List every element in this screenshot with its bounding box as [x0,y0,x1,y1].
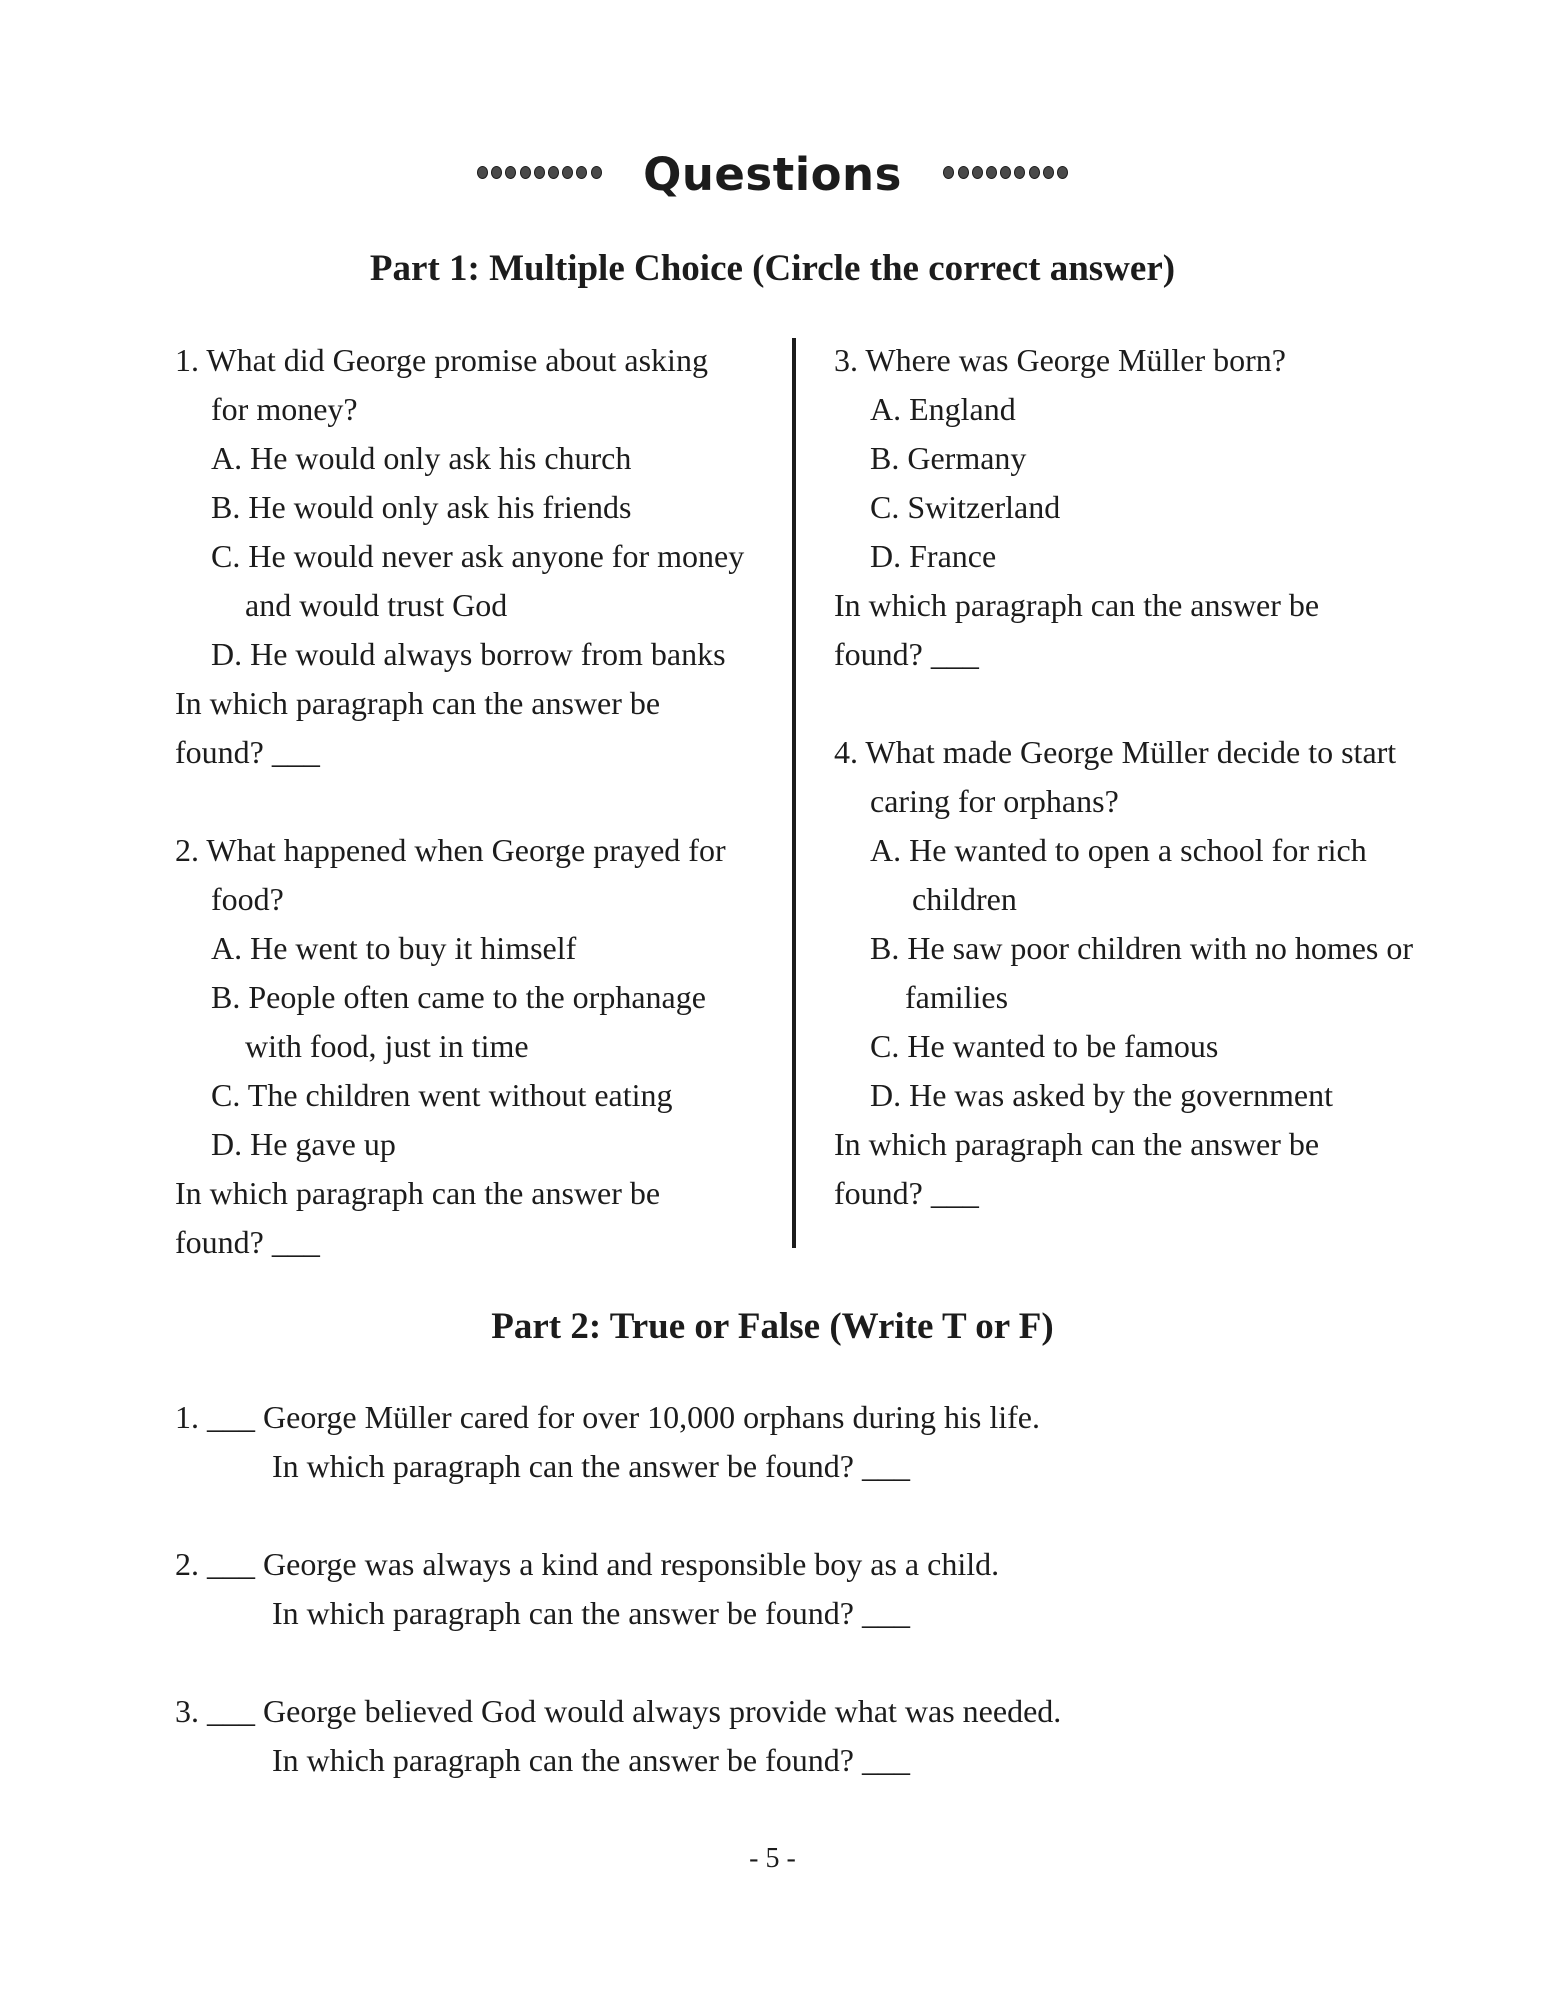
option-a[interactable]: A. England [870,391,1016,427]
option-b-cont[interactable]: with food, just in time [245,1028,529,1064]
page-number: - 5 - [749,1843,796,1874]
option-c[interactable]: C. He wanted to be famous [870,1028,1219,1064]
paragraph-prompt: In which paragraph can the answer be [834,1126,1320,1162]
option-a[interactable]: A. He wanted to open a school for rich [870,832,1367,868]
right-ornament-icon [942,166,1070,184]
paragraph-prompt: In which paragraph can the answer be [175,1175,661,1211]
paragraph-answer-blank[interactable]: found? ___ [175,734,320,770]
part1-heading: Part 1: Multiple Choice (Circle the correct answer) [369,248,1176,289]
question-stem-cont: caring for orphans? [870,783,1119,819]
tf-line[interactable]: 1. ___ George Müller cared for over 10,000 orphans during his life. [175,1399,1040,1435]
option-b[interactable]: B. He saw poor children with no homes or [870,930,1414,966]
paragraph-answer-blank[interactable]: found? ___ [834,636,979,672]
option-b[interactable]: B. He would only ask his friends [211,489,632,525]
paragraph-prompt: In which paragraph can the answer be [175,685,661,721]
question-stem: 2. What happened when George prayed for [175,832,726,868]
tf-line[interactable]: 3. ___ George believed God would always provide what was needed. [175,1693,1062,1729]
left-ornament-icon [475,166,603,184]
tf-paragraph-prompt[interactable]: In which paragraph can the answer be found? ___ [272,1448,910,1484]
option-b[interactable]: B. People often came to the orphanage [211,979,706,1015]
option-b[interactable]: B. Germany [870,440,1027,476]
question-stem-cont: food? [211,881,284,917]
part2-heading: Part 2: True or False (Write T or F) [491,1306,1054,1347]
option-c-cont[interactable]: and would trust God [245,587,508,623]
option-d[interactable]: D. France [870,538,997,574]
tf-paragraph-prompt[interactable]: In which paragraph can the answer be found? ___ [272,1595,910,1631]
question-stem: 4. What made George Müller decide to start [834,734,1397,770]
tf-paragraph-prompt[interactable]: In which paragraph can the answer be found? ___ [272,1742,910,1778]
option-c[interactable]: C. He would never ask anyone for money [211,538,745,574]
paragraph-prompt: In which paragraph can the answer be [834,587,1320,623]
page-title-row [0,148,1545,218]
question-stem: 3. Where was George Müller born? [834,342,1286,378]
option-a[interactable]: A. He went to buy it himself [211,930,577,966]
option-d[interactable]: D. He gave up [211,1126,396,1162]
option-a[interactable]: A. He would only ask his church [211,440,632,476]
paragraph-answer-blank[interactable]: found? ___ [175,1224,320,1260]
option-a-cont[interactable]: children [912,881,1017,917]
tf-line[interactable]: 2. ___ George was always a kind and responsible boy as a child. [175,1546,1000,1582]
paragraph-answer-blank[interactable]: found? ___ [834,1175,979,1211]
option-c[interactable]: C. Switzerland [870,489,1061,525]
page-title: Questions [643,148,902,201]
column-divider [792,338,796,1248]
question-stem-cont: for money? [211,391,358,427]
question-stem: 1. What did George promise about asking [175,342,708,378]
option-d[interactable]: D. He would always borrow from banks [211,636,726,672]
option-b-cont[interactable]: families [905,979,1009,1015]
option-c[interactable]: C. The children went without eating [211,1077,673,1113]
option-d[interactable]: D. He was asked by the government [870,1077,1333,1113]
